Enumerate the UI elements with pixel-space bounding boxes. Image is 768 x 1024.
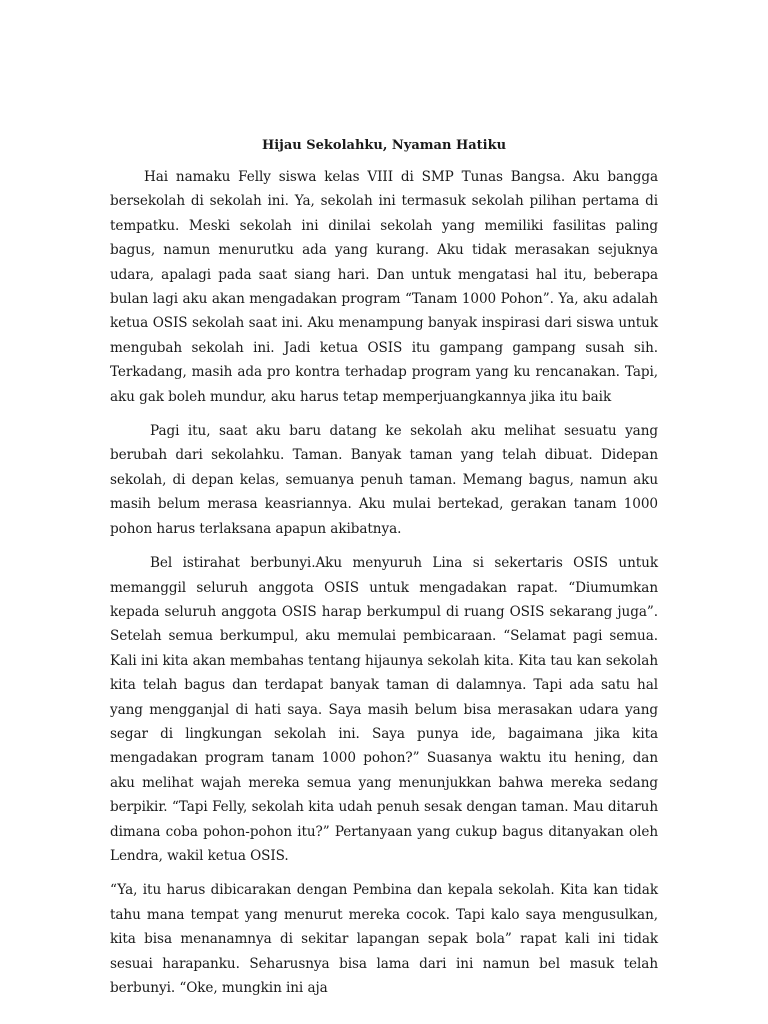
- paragraph-2: Pagi itu, saat aku baru datang ke sekolah aku melihat sesuatu yang berubah dari sekolahku. Taman. Banyak taman yang telah dibuat. Didepan sekolah, di depan kelas, semuanya penuh taman. Memang bagus, namun aku masih belum merasa keasriannya. Aku mulai bertekad, gerakan tanam 1000 pohon harus terlaksana apapun akibatnya.: [110, 423, 658, 537]
- document-title: Hijau Sekolahku, Nyaman Hatiku: [261, 138, 507, 153]
- paragraph-4: “Ya, itu harus dibicarakan dengan Pembina dan kepala sekolah. Kita kan tidak tahu mana tempat yang menurut mereka cocok. Tapi kalo saya mengusulkan, kita bisa menanamnya di sekitar lapangan sepak bola” rapat kali ini tidak sesuai harapanku. Seharusnya bisa lama dari ini namun bel masuk telah berbunyi. “Oke, mungkin ini aja: [110, 882, 658, 996]
- document-page: [110, 130, 658, 1010]
- paragraph-3: Bel istirahat berbunyi.Aku menyuruh Lina si sekertaris OSIS untuk memanggil seluruh anggota OSIS untuk mengadakan rapat. “Diumumkan kepada seluruh anggota OSIS harap berkumpul di ruang OSIS sekarang juga”. Setelah semua berkumpul, aku memulai pembicaraan. “Selamat pagi semua. Kali ini kita akan membahas tentang hijaunya sekolah kita. Kita tau kan sekolah kita telah bagus dan terdapat banyak taman di dalamnya. Tapi ada satu hal yang mengganjal di hati saya. Saya masih belum bisa merasakan udara yang segar di lingkungan sekolah ini. Saya punya ide, bagaimana jika kita mengadakan program tanam 1000 pohon?” Suasanya waktu itu hening, dan aku melihat wajah mereka semua yang menunjukkan bahwa mereka sedang berpikir. “Tapi Felly, sekolah kita udah penuh sesak dengan taman. Mau ditaruh dimana coba pohon-pohon itu?” Pertanyaan yang cukup bagus ditanyakan oleh Lendra, wakil ketua OSIS.: [110, 555, 658, 864]
- paragraph-1: Hai namaku Felly siswa kelas VIII di SMP Tunas Bangsa. Aku bangga bersekolah di sekolah ini. Ya, sekolah ini termasuk sekolah pilihan pertama di tempatku. Meski sekolah ini dinilai sekolah yang memiliki fasilitas paling bagus, namun menurutku ada yang kurang. Aku tidak merasakan sejuknya udara, apalagi pada saat siang hari. Dan untuk mengatasi hal itu, beberapa bulan lagi aku akan mengadakan program “Tanam 1000 Pohon”. Ya, aku adalah ketua OSIS sekolah saat ini. Aku menampung banyak inspirasi dari siswa untuk mengubah sekolah ini. Jadi ketua OSIS itu gampang gampang susah sih. Terkadang, masih ada pro kontra terhadap program yang ku rencanakan. Tapi, aku gak boleh mundur, aku harus tetap memperjuangkannya jika itu baik: [110, 169, 658, 405]
